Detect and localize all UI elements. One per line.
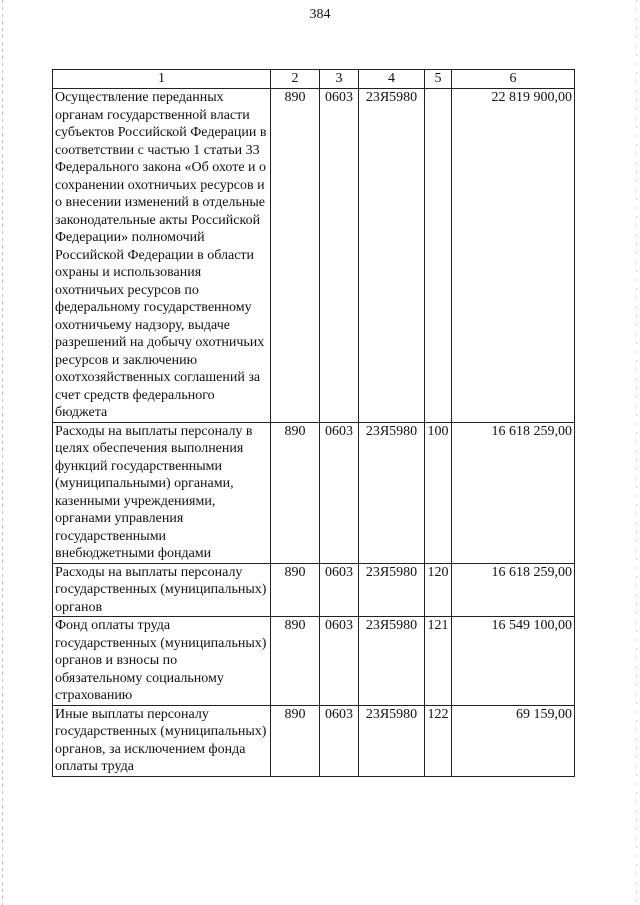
row-section-code: 0603 [320,617,359,706]
header-col-5: 5 [425,70,452,89]
row-section-code: 0603 [320,89,359,423]
table-row [53,705,575,776]
row-ministry-code: 890 [271,422,320,563]
row-section-code: 0603 [320,422,359,563]
row-name: Фонд оплаты труда государственных (муниципальных) органов и взносы по обязательному социальному страхованию [53,617,271,706]
page-number: 384 [309,7,331,22]
table-header-row [53,70,575,89]
row-section-code: 0603 [320,563,359,617]
header-col-4: 4 [359,70,425,89]
row-expense-type [425,89,452,423]
header-col-6: 6 [452,70,575,89]
row-target-code: 23Я5980 [359,617,425,706]
budget-table [52,69,575,777]
row-amount: 22 819 900,00 [452,89,575,423]
row-section-code: 0603 [320,705,359,776]
row-amount: 16 618 259,00 [452,563,575,617]
row-target-code: 23Я5980 [359,422,425,563]
table-row [53,563,575,617]
row-expense-type: 122 [425,705,452,776]
table-row [53,422,575,563]
row-target-code: 23Я5980 [359,705,425,776]
scan-left-edge [2,0,3,905]
row-ministry-code: 890 [271,89,320,423]
row-name: Иные выплаты персоналу государственных (муниципальных) органов, за исключением фонда оплаты труда [53,705,271,776]
row-amount: 16 549 100,00 [452,617,575,706]
row-expense-type: 120 [425,563,452,617]
row-name: Расходы на выплаты персоналу государственных (муниципальных) органов [53,563,271,617]
row-expense-type: 121 [425,617,452,706]
header-col-2: 2 [271,70,320,89]
scan-right-edge [636,0,637,905]
row-name: Расходы на выплаты персоналу в целях обеспечения выполнения функций государственными (муниципальными) органами, казенными учреждениями, органами управления государственными внебюджетными фондами [53,422,271,563]
row-expense-type: 100 [425,422,452,563]
row-target-code: 23Я5980 [359,563,425,617]
row-ministry-code: 890 [271,563,320,617]
row-amount: 69 159,00 [452,705,575,776]
table-row [53,617,575,706]
row-name: Осуществление переданных органам государственной власти субъектов Российской Федерации в соответствии с частью 1 статьи 33 Федерального закона «Об охоте и о сохранении охотничьих ресурсов и о внесении изменений в отдельные законодательные акты Российской Федерации» полномочий Российской Федерации в области охраны и использования охотничьих ресурсов по федеральному государственному охотничьему надзору, выдаче разрешений на добычу охотничьих ресурсов и заключению охотхозяйственных соглашений за счет средств федерального бюджета [53,89,271,423]
row-target-code: 23Я5980 [359,89,425,423]
header-col-3: 3 [320,70,359,89]
row-ministry-code: 890 [271,617,320,706]
header-col-1: 1 [53,70,271,89]
row-amount: 16 618 259,00 [452,422,575,563]
table-row [53,89,575,423]
row-ministry-code: 890 [271,705,320,776]
